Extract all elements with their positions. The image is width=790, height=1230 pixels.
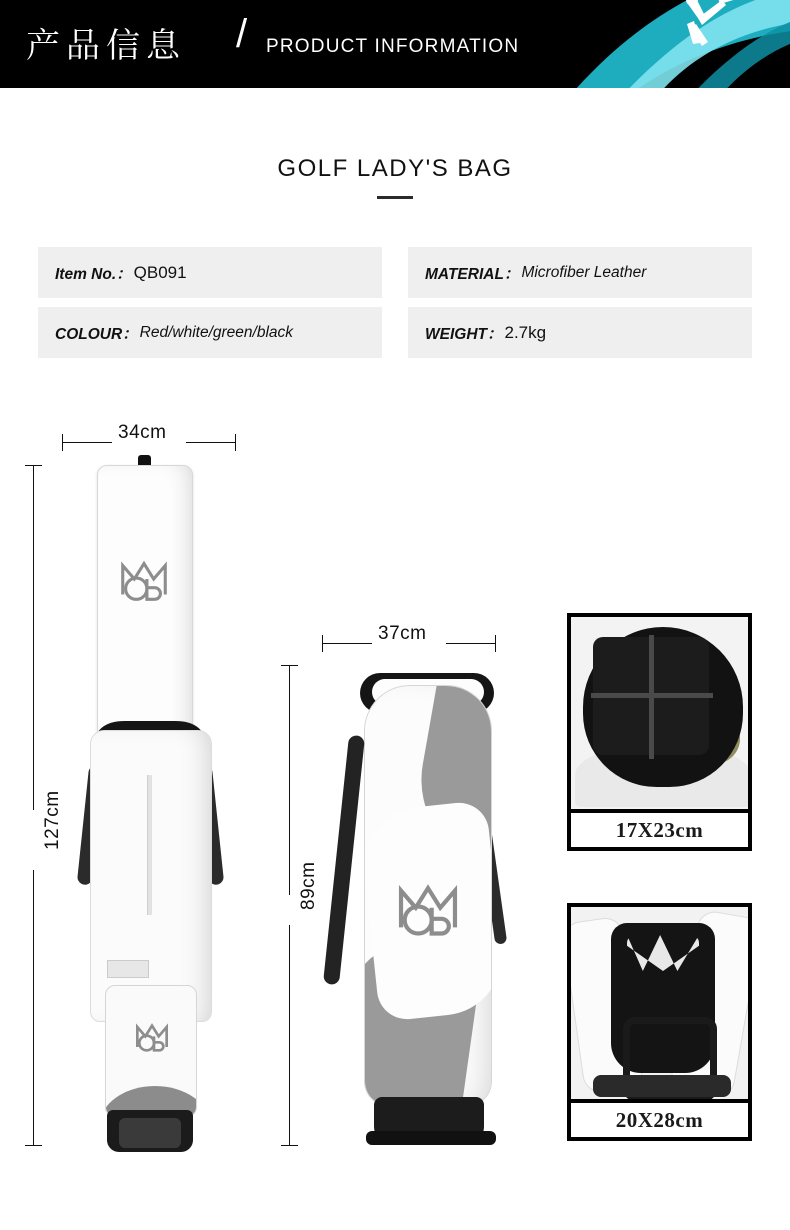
title-underline	[377, 196, 413, 199]
bag-body-divider	[147, 775, 152, 915]
page-header	[0, 0, 790, 88]
dim-cap	[281, 665, 298, 666]
dim-cap	[495, 635, 496, 652]
divider-horizontal	[591, 693, 713, 698]
spec-value: Microfiber Leather	[521, 263, 647, 281]
header-separator: /	[236, 12, 248, 56]
header-title-en: PRODUCT INFORMATION	[266, 36, 520, 57]
spec-cell-item-no	[38, 247, 382, 298]
spec-cell-weight	[408, 307, 752, 358]
spec-key: Item No.：	[55, 265, 132, 283]
spec-value: 2.7kg	[504, 322, 547, 342]
dim-line	[33, 465, 34, 810]
bag-base	[107, 1110, 193, 1152]
dim-line	[322, 643, 372, 644]
spec-row	[38, 307, 752, 358]
dim-cap	[25, 465, 42, 466]
dim-cap	[235, 434, 236, 451]
bag-side-strap-left	[323, 735, 365, 985]
dim-line	[289, 925, 290, 1145]
inset-image	[571, 907, 748, 1103]
spec-key: WEIGHT：	[425, 325, 503, 343]
brand-logo-icon	[115, 550, 173, 610]
bag-base-inner	[119, 1118, 181, 1148]
inset-photo-stand-base	[567, 903, 752, 1141]
bag-stand-foot	[366, 1131, 496, 1145]
bag-main-body	[364, 685, 492, 1107]
inset-caption: 17X23cm	[571, 809, 748, 847]
dimension-side-width: 37cm	[378, 623, 427, 644]
bag-front-pocket	[105, 985, 197, 1117]
bag-base	[593, 1075, 731, 1097]
spec-cell-material	[408, 247, 752, 298]
bag-front-view	[85, 465, 215, 1155]
dim-line	[446, 643, 496, 644]
bag-logo-plate	[107, 960, 149, 978]
bag-side-view	[330, 665, 530, 1165]
dimension-front-width: 34cm	[118, 422, 167, 443]
spec-row	[38, 247, 752, 298]
dimension-front-height: 127cm	[42, 790, 63, 850]
dim-cap	[25, 1145, 42, 1146]
inset-photo-top-divider	[567, 613, 752, 851]
brand-logo-icon	[391, 871, 465, 947]
dim-cap	[62, 434, 63, 451]
spec-value: Red/white/green/black	[139, 323, 294, 341]
product-illustration-zone	[0, 410, 790, 1200]
dim-line	[289, 665, 290, 895]
dim-line	[33, 870, 34, 1145]
spec-table	[38, 247, 752, 367]
dim-line	[62, 442, 112, 443]
brand-logo-icon	[132, 1016, 172, 1058]
dim-line	[186, 442, 236, 443]
spec-value: QB091	[133, 262, 187, 282]
dim-cap	[281, 1145, 298, 1146]
inset-image	[571, 617, 748, 813]
header-title-cn: 产品信息	[26, 26, 186, 66]
dimension-side-height: 89cm	[298, 861, 319, 910]
spec-key: COLOUR：	[55, 325, 138, 343]
dim-cap	[322, 635, 323, 652]
spec-cell-colour	[38, 307, 382, 358]
page-title: GOLF LADY'S BAG	[277, 155, 513, 182]
inset-caption: 20X28cm	[571, 1099, 748, 1137]
spec-key: MATERIAL：	[425, 265, 520, 283]
